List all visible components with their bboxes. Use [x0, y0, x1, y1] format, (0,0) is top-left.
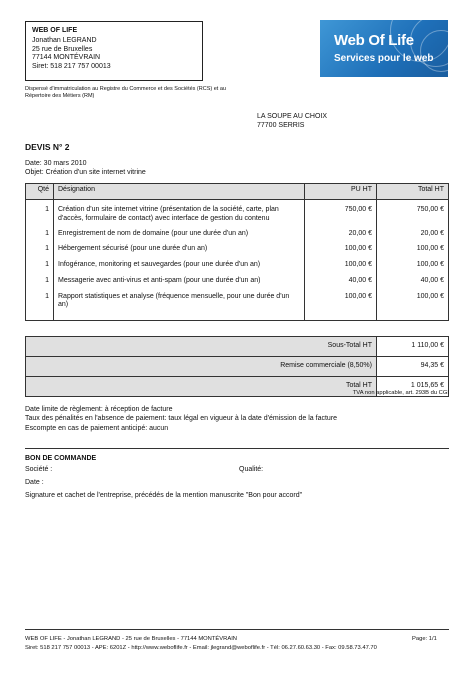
table-row [26, 256, 449, 272]
table-row [26, 272, 449, 288]
row-qty: 1 [26, 272, 54, 288]
header-designation: Désignation [54, 184, 305, 200]
order-signature-instructions: Signature et cachet de l'entreprise, précédés de la mention manuscrite "Bon pour accord" [25, 492, 303, 499]
row-qty: 1 [26, 288, 54, 313]
row-designation: Infogérance, monitoring et sauvegardes (pour une durée d'un an) [54, 256, 305, 272]
sender-name: Jonathan LEGRAND [32, 36, 97, 44]
payment-conditions [25, 406, 337, 434]
row-qty: 1 [26, 256, 54, 272]
row-total: 100,00 € [377, 240, 449, 256]
order-form-title: BON DE COMMANDE [25, 455, 97, 462]
discount-row [26, 357, 449, 377]
table-spacer-row [26, 312, 449, 321]
row-qty: 1 [26, 240, 54, 256]
header-pu: PU HT [305, 184, 377, 200]
row-pu: 100,00 € [305, 256, 377, 272]
header-qty: Qté [26, 184, 54, 200]
quote-items-table [25, 183, 449, 321]
row-total: 20,00 € [377, 226, 449, 241]
company-logo [320, 20, 448, 77]
row-pu: 20,00 € [305, 226, 377, 241]
client-name: LA SOUPE AU CHOIX [257, 113, 328, 120]
divider [25, 448, 449, 449]
sender-siret: Siret: 518 217 757 00013 [32, 63, 111, 70]
page-number: Page: 1/1 [412, 636, 437, 642]
discount-label: Remise commerciale (8,50%) [26, 357, 377, 377]
discount-value: 94,35 € [377, 357, 449, 377]
order-company-label: Société : [25, 466, 53, 473]
condition-penalties: Taux des pénalités en l'absence de paiement: taux légal en vigueur à la date d'émission de la facture [25, 415, 338, 423]
rcs-dispense-notice: Dispensé d'immatriculation au Registre du Commerce et des Sociétés (RCS) et au Répertoire des Métiers (RM) [25, 86, 226, 100]
table-row [26, 226, 449, 241]
row-total: 100,00 € [377, 256, 449, 272]
quote-object: Objet: Création d'un site internet vitrine [25, 169, 146, 176]
logo-tagline: Services pour le web [334, 53, 434, 64]
row-qty: 1 [26, 200, 54, 226]
subtotal-row [26, 337, 449, 357]
row-designation: Messagerie avec anti-virus et anti-spam (pour une durée d'un an) [54, 272, 305, 288]
total-value: 1 015,65 € [377, 377, 449, 397]
footer-divider [25, 629, 449, 630]
subtotal-label: Sous-Total HT [26, 337, 377, 357]
order-role-label: Qualité: [239, 466, 264, 473]
client-address [257, 113, 327, 131]
row-pu: 750,00 € [305, 200, 377, 226]
sender-city: 77144 MONTÉVRAIN [32, 54, 101, 62]
sender-street: 25 rue de Bruxelles [32, 45, 93, 53]
footer-legal: Siret: 518 217 757 00013 - APE: 6201Z - http://www.weboflife.fr - Email: jlegrand@weboflife.fr - Tél: 06.27.60.63.30 - Fax: 09.58.73.47.70 [25, 645, 377, 651]
total-label: Total HT [26, 377, 377, 397]
quote-title: DEVIS N° 2 [25, 142, 70, 152]
order-date-label: Date : [25, 479, 44, 486]
row-designation: Enregistrement de nom de domaine (pour une durée d'un an) [54, 226, 305, 241]
header-total: Total HT [377, 184, 449, 200]
row-total: 750,00 € [377, 200, 449, 226]
row-designation: Création d'un site internet vitrine (présentation de la société, carte, plan d'accès, formulaire de contact) avec interface de gestion du contenu [54, 200, 305, 226]
logo-title: Web Of Life [334, 32, 414, 49]
table-row [26, 200, 449, 226]
table-header-row [26, 184, 449, 200]
sender-company: WEB OF LIFE [32, 27, 78, 34]
row-designation: Rapport statistiques et analyse (fréquence mensuelle, pour une durée d'un an) [54, 288, 305, 313]
client-city: 77700 SERRIS [257, 121, 305, 129]
condition-deadline: Date limite de règlement: à réception de facture [25, 406, 173, 413]
table-row [26, 240, 449, 256]
condition-discount: Escompte en cas de paiement anticipé: aucun [25, 424, 169, 432]
quote-date: Date: 30 mars 2010 [25, 160, 87, 167]
tva-note: TVA non applicable, art. 293B du CGI [352, 390, 449, 396]
subtotal-value: 1 110,00 € [377, 337, 449, 357]
table-row [26, 288, 449, 313]
row-total: 40,00 € [377, 272, 449, 288]
row-total: 100,00 € [377, 288, 449, 313]
row-designation: Hébergement sécurisé (pour une durée d'un an) [54, 240, 305, 256]
totals-table [25, 336, 449, 397]
sender-address-box [25, 21, 203, 81]
footer-address: WEB OF LIFE - Jonathan LEGRAND - 25 rue de Bruxelles - 77144 MONTÉVRAIN [25, 636, 237, 642]
row-pu: 40,00 € [305, 272, 377, 288]
row-qty: 1 [26, 226, 54, 241]
row-pu: 100,00 € [305, 240, 377, 256]
row-pu: 100,00 € [305, 288, 377, 313]
